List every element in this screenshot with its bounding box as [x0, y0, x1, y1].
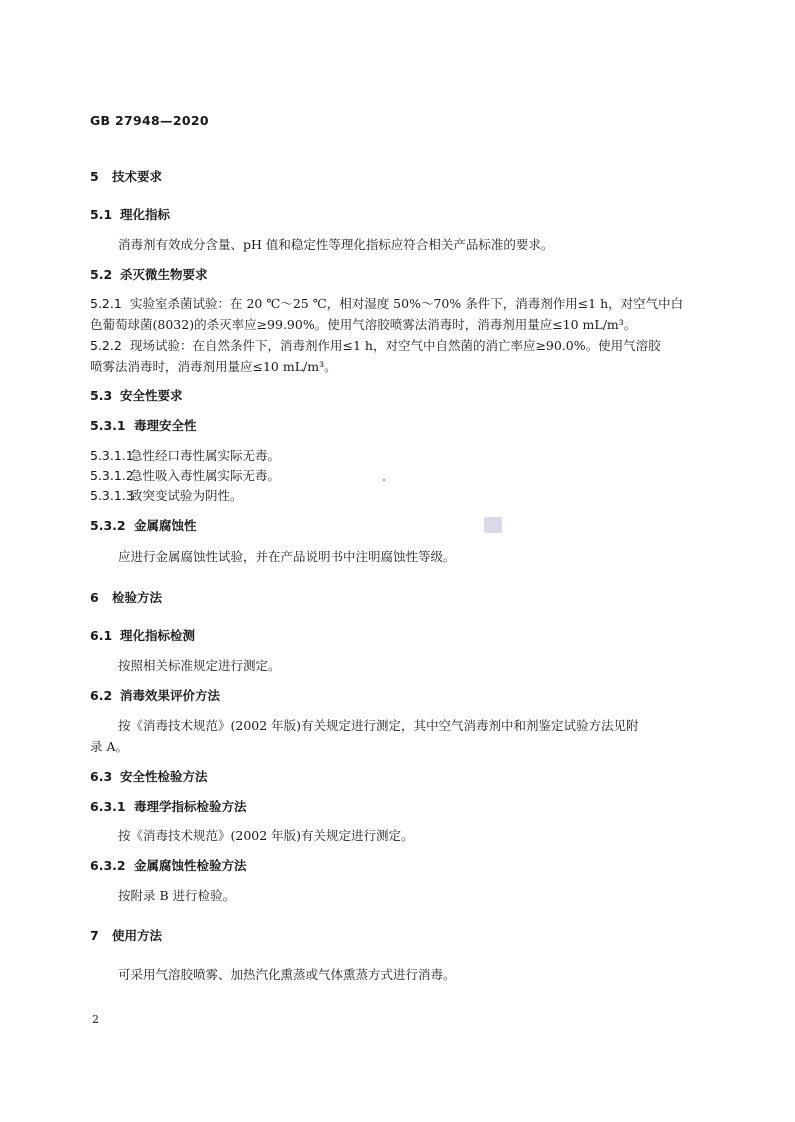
section-number: 6.3 — [90, 769, 113, 784]
section-number: 6 — [90, 590, 99, 605]
section-6-3-1-text: 按《消毒技术规范》(2002 年版)有关规定进行测定。 — [118, 828, 414, 843]
section-number: 6.3.2 — [90, 858, 126, 873]
section-6-1-text: 按照相关标准规定进行测定。 — [118, 658, 281, 673]
clause-text: 致突变试验为阴性。 — [130, 488, 243, 503]
section-title: 金属腐蚀性检验方法 — [134, 858, 247, 873]
section-5-3-1-heading — [90, 416, 197, 434]
clause-text: 急性吸入毒性属实际无毒。 — [130, 468, 281, 483]
section-5-3-2-heading — [90, 516, 197, 534]
section-6-2-line1: 按《消毒技术规范》(2002 年版)有关规定进行测定，其中空气消毒剂中和剂鉴定试验方法见附 — [118, 718, 639, 733]
section-5-2-2-line1 — [90, 336, 661, 354]
section-number: 5.3.2 — [90, 518, 126, 533]
section-5-2-heading — [90, 265, 208, 283]
section-5-3-1-3 — [90, 486, 243, 504]
scan-smudge — [484, 517, 502, 533]
section-number: 5.3.1 — [90, 418, 126, 433]
clause-text: 急性经口毒性属实际无毒。 — [130, 448, 281, 463]
section-number: 5.2 — [90, 267, 113, 282]
section-title: 安全性检验方法 — [120, 769, 208, 784]
section-title: 金属腐蚀性 — [134, 518, 197, 533]
section-6-2-line2: 录 A。 — [90, 739, 129, 754]
section-title: 检验方法 — [112, 590, 163, 605]
clause-number: 5.2.1 — [90, 296, 122, 311]
section-title: 理化指标 — [120, 207, 171, 222]
section-number: 5.3 — [90, 388, 113, 403]
section-number: 5.1 — [90, 207, 113, 222]
section-number: 6.3.1 — [90, 799, 126, 814]
section-5-3-2-text: 应进行金属腐蚀性试验，并在产品说明书中注明腐蚀性等级。 — [118, 549, 456, 564]
section-title: 理化指标检测 — [120, 628, 196, 643]
section-6-3-2-heading — [90, 856, 247, 874]
section-5-2-1-line2: 色葡萄球菌(8032)的杀灭率应≥99.90%。使用气溶胶喷雾法消毒时，消毒剂用量应≤10 mL/m³。 — [90, 317, 637, 332]
clause-text: 现场试验：在自然条件下，消毒剂作用≤1 h，对空气中自然菌的消亡率应≥90.0%。使用气溶胶 — [130, 338, 661, 353]
section-5-heading — [90, 167, 162, 185]
section-5-1-text: 消毒剂有效成分含量、pH 值和稳定性等理化指标应符合相关产品标准的要求。 — [118, 237, 554, 252]
section-6-2-heading — [90, 686, 220, 704]
section-6-heading — [90, 588, 162, 606]
section-title: 毒理安全性 — [134, 418, 197, 433]
standard-number: GB 27948—2020 — [90, 113, 209, 128]
section-number: 6.1 — [90, 628, 113, 643]
section-5-2-2-line2: 喷雾法消毒时，消毒剂用量应≤10 mL/m³。 — [90, 359, 337, 374]
section-6-3-1-heading — [90, 797, 247, 815]
clause-text: 实验室杀菌试验：在 20 ℃～25 ℃，相对湿度 50%～70% 条件下，消毒剂作用≤1 h，对空气中白 — [130, 296, 684, 311]
section-5-3-1-2 — [90, 466, 280, 484]
section-6-1-heading — [90, 626, 195, 644]
clause-number: 5.3.1.1 — [90, 448, 134, 463]
section-title: 安全性要求 — [120, 388, 183, 403]
section-5-3-heading — [90, 386, 183, 404]
section-6-3-2-text: 按附录 B 进行检验。 — [118, 888, 236, 903]
clause-number: 5.3.1.2 — [90, 468, 134, 483]
clause-number: 5.3.1.3 — [90, 488, 134, 503]
section-5-2-1-line1 — [90, 294, 683, 312]
section-title: 技术要求 — [112, 169, 163, 184]
section-title: 消毒效果评价方法 — [120, 688, 221, 703]
section-7-heading — [90, 926, 162, 944]
clause-number: 5.2.2 — [90, 338, 122, 353]
section-title: 杀灭微生物要求 — [120, 267, 208, 282]
scan-speck — [383, 479, 385, 481]
section-title: 毒理学指标检验方法 — [134, 799, 247, 814]
section-number: 5 — [90, 169, 99, 184]
section-number: 6.2 — [90, 688, 113, 703]
section-5-1-heading — [90, 205, 170, 223]
section-7-text: 可采用气溶胶喷雾、加热汽化熏蒸或气体熏蒸方式进行消毒。 — [118, 967, 456, 982]
page-number: 2 — [92, 1013, 99, 1026]
section-5-3-1-1 — [90, 446, 280, 464]
section-number: 7 — [90, 928, 99, 943]
section-6-3-heading — [90, 767, 208, 785]
section-title: 使用方法 — [112, 928, 163, 943]
